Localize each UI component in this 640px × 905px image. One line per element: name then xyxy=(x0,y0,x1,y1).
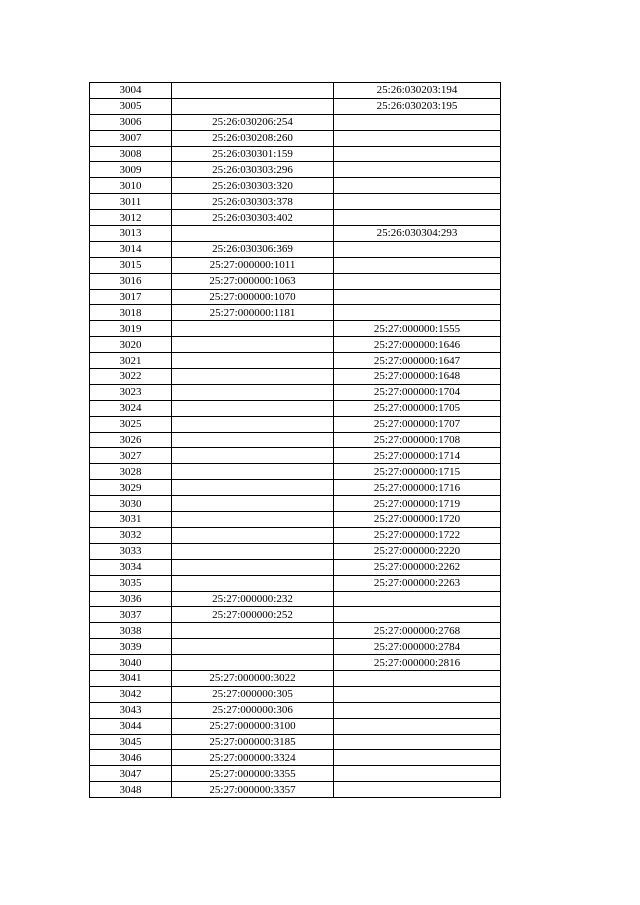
table-row xyxy=(90,448,501,464)
cadastral-number-cell-a: 25:27:000000:252 xyxy=(172,607,334,623)
cadastral-number-cell-b xyxy=(334,289,501,305)
cadastral-number-cell-a xyxy=(172,384,334,400)
row-number-cell: 3043 xyxy=(90,702,172,718)
cadastral-number-cell-a xyxy=(172,321,334,337)
cadastral-number-cell-b xyxy=(334,686,501,702)
cadastral-number-cell-b xyxy=(334,194,501,210)
cadastral-number-cell-a: 25:27:000000:305 xyxy=(172,686,334,702)
table-row xyxy=(90,146,501,162)
table-row xyxy=(90,464,501,480)
row-number-cell: 3023 xyxy=(90,384,172,400)
table-row xyxy=(90,178,501,194)
row-number-cell: 3028 xyxy=(90,464,172,480)
cadastral-number-cell-b: 25:27:000000:1720 xyxy=(334,512,501,528)
row-number-cell: 3004 xyxy=(90,83,172,99)
table-row xyxy=(90,384,501,400)
cadastral-number-table xyxy=(89,82,501,798)
cadastral-number-cell-b xyxy=(334,241,501,257)
row-number-cell: 3031 xyxy=(90,512,172,528)
cadastral-number-cell-a xyxy=(172,480,334,496)
cadastral-number-cell-a: 25:27:000000:3355 xyxy=(172,766,334,782)
table-row xyxy=(90,543,501,559)
table-body xyxy=(90,83,501,798)
table-row xyxy=(90,321,501,337)
cadastral-number-cell-b xyxy=(334,702,501,718)
row-number-cell: 3048 xyxy=(90,782,172,798)
row-number-cell: 3037 xyxy=(90,607,172,623)
cadastral-number-cell-b xyxy=(334,146,501,162)
row-number-cell: 3042 xyxy=(90,686,172,702)
table-row xyxy=(90,766,501,782)
table-row xyxy=(90,226,501,242)
cadastral-number-cell-b xyxy=(334,670,501,686)
table-row xyxy=(90,559,501,575)
cadastral-number-cell-a xyxy=(172,496,334,512)
table-row xyxy=(90,400,501,416)
table-row xyxy=(90,782,501,798)
row-number-cell: 3019 xyxy=(90,321,172,337)
cadastral-number-cell-b: 25:26:030304:293 xyxy=(334,226,501,242)
table-row xyxy=(90,734,501,750)
row-number-cell: 3010 xyxy=(90,178,172,194)
table-row xyxy=(90,496,501,512)
cadastral-number-cell-b: 25:27:000000:1646 xyxy=(334,337,501,353)
table-row xyxy=(90,83,501,99)
cadastral-number-cell-a xyxy=(172,527,334,543)
cadastral-number-cell-b: 25:27:000000:1707 xyxy=(334,416,501,432)
cadastral-number-cell-b xyxy=(334,305,501,321)
row-number-cell: 3007 xyxy=(90,130,172,146)
table-row xyxy=(90,257,501,273)
table-row xyxy=(90,670,501,686)
cadastral-number-cell-a: 25:27:000000:3022 xyxy=(172,670,334,686)
table-row xyxy=(90,353,501,369)
cadastral-number-cell-b: 25:27:000000:2262 xyxy=(334,559,501,575)
table-row xyxy=(90,241,501,257)
cadastral-number-cell-a: 25:27:000000:1181 xyxy=(172,305,334,321)
cadastral-number-cell-a xyxy=(172,639,334,655)
row-number-cell: 3027 xyxy=(90,448,172,464)
cadastral-number-cell-a: 25:27:000000:1070 xyxy=(172,289,334,305)
cadastral-number-cell-b xyxy=(334,130,501,146)
table-row xyxy=(90,718,501,734)
cadastral-number-cell-a xyxy=(172,98,334,114)
cadastral-number-cell-b xyxy=(334,178,501,194)
table-row xyxy=(90,432,501,448)
row-number-cell: 3017 xyxy=(90,289,172,305)
row-number-cell: 3005 xyxy=(90,98,172,114)
cadastral-number-cell-a: 25:26:030208:260 xyxy=(172,130,334,146)
cadastral-number-cell-b xyxy=(334,718,501,734)
cadastral-number-cell-b: 25:27:000000:1555 xyxy=(334,321,501,337)
cadastral-number-cell-a: 25:27:000000:1063 xyxy=(172,273,334,289)
table-row xyxy=(90,369,501,385)
row-number-cell: 3020 xyxy=(90,337,172,353)
cadastral-number-cell-a xyxy=(172,416,334,432)
cadastral-number-cell-b xyxy=(334,257,501,273)
cadastral-number-cell-a xyxy=(172,83,334,99)
row-number-cell: 3021 xyxy=(90,353,172,369)
cadastral-number-cell-b xyxy=(334,607,501,623)
row-number-cell: 3025 xyxy=(90,416,172,432)
cadastral-number-cell-b: 25:27:000000:1715 xyxy=(334,464,501,480)
cadastral-number-cell-a: 25:26:030301:159 xyxy=(172,146,334,162)
row-number-cell: 3011 xyxy=(90,194,172,210)
cadastral-number-cell-b xyxy=(334,766,501,782)
row-number-cell: 3034 xyxy=(90,559,172,575)
cadastral-number-cell-b: 25:27:000000:1705 xyxy=(334,400,501,416)
table-row xyxy=(90,591,501,607)
table-row xyxy=(90,162,501,178)
row-number-cell: 3018 xyxy=(90,305,172,321)
cadastral-number-cell-b: 25:27:000000:2784 xyxy=(334,639,501,655)
cadastral-number-cell-b xyxy=(334,162,501,178)
table-row xyxy=(90,607,501,623)
table-row xyxy=(90,702,501,718)
row-number-cell: 3040 xyxy=(90,655,172,671)
cadastral-number-cell-b xyxy=(334,734,501,750)
cadastral-number-cell-a: 25:26:030303:320 xyxy=(172,178,334,194)
cadastral-number-cell-a: 25:27:000000:3324 xyxy=(172,750,334,766)
cadastral-number-cell-b: 25:27:000000:2220 xyxy=(334,543,501,559)
cadastral-number-cell-a: 25:27:000000:232 xyxy=(172,591,334,607)
row-number-cell: 3047 xyxy=(90,766,172,782)
row-number-cell: 3009 xyxy=(90,162,172,178)
cadastral-number-cell-a xyxy=(172,226,334,242)
cadastral-number-cell-a xyxy=(172,369,334,385)
cadastral-number-cell-b: 25:27:000000:2263 xyxy=(334,575,501,591)
table-row xyxy=(90,639,501,655)
cadastral-number-cell-a: 25:26:030303:402 xyxy=(172,210,334,226)
row-number-cell: 3006 xyxy=(90,114,172,130)
row-number-cell: 3024 xyxy=(90,400,172,416)
cadastral-number-cell-b xyxy=(334,114,501,130)
cadastral-number-cell-a: 25:27:000000:3100 xyxy=(172,718,334,734)
row-number-cell: 3038 xyxy=(90,623,172,639)
row-number-cell: 3008 xyxy=(90,146,172,162)
table-row xyxy=(90,512,501,528)
table-row xyxy=(90,750,501,766)
table-row xyxy=(90,289,501,305)
table-row xyxy=(90,480,501,496)
table-row xyxy=(90,623,501,639)
cadastral-number-cell-b: 25:26:030203:195 xyxy=(334,98,501,114)
cadastral-number-cell-a xyxy=(172,655,334,671)
cadastral-number-cell-b: 25:27:000000:2816 xyxy=(334,655,501,671)
cadastral-number-cell-b: 25:27:000000:1714 xyxy=(334,448,501,464)
cadastral-number-cell-b xyxy=(334,782,501,798)
row-number-cell: 3015 xyxy=(90,257,172,273)
row-number-cell: 3026 xyxy=(90,432,172,448)
cadastral-number-cell-b: 25:26:030203:194 xyxy=(334,83,501,99)
cadastral-number-cell-b: 25:27:000000:1722 xyxy=(334,527,501,543)
row-number-cell: 3035 xyxy=(90,575,172,591)
table-row xyxy=(90,194,501,210)
cadastral-number-cell-b xyxy=(334,273,501,289)
table-row xyxy=(90,337,501,353)
cadastral-number-cell-b: 25:27:000000:1719 xyxy=(334,496,501,512)
cadastral-number-cell-a xyxy=(172,623,334,639)
row-number-cell: 3045 xyxy=(90,734,172,750)
row-number-cell: 3014 xyxy=(90,241,172,257)
cadastral-number-cell-b: 25:27:000000:1648 xyxy=(334,369,501,385)
cadastral-number-cell-a xyxy=(172,512,334,528)
cadastral-number-cell-b: 25:27:000000:1716 xyxy=(334,480,501,496)
table-row xyxy=(90,130,501,146)
table-row xyxy=(90,655,501,671)
cadastral-number-cell-a xyxy=(172,575,334,591)
row-number-cell: 3032 xyxy=(90,527,172,543)
cadastral-number-cell-b: 25:27:000000:2768 xyxy=(334,623,501,639)
cadastral-number-cell-b: 25:27:000000:1647 xyxy=(334,353,501,369)
table-row xyxy=(90,98,501,114)
cadastral-number-cell-b xyxy=(334,591,501,607)
cadastral-number-cell-a xyxy=(172,400,334,416)
row-number-cell: 3039 xyxy=(90,639,172,655)
cadastral-number-cell-a: 25:27:000000:3357 xyxy=(172,782,334,798)
row-number-cell: 3044 xyxy=(90,718,172,734)
row-number-cell: 3030 xyxy=(90,496,172,512)
table-row xyxy=(90,305,501,321)
row-number-cell: 3016 xyxy=(90,273,172,289)
table-row xyxy=(90,210,501,226)
cadastral-number-cell-b: 25:27:000000:1708 xyxy=(334,432,501,448)
cadastral-number-cell-a: 25:27:000000:306 xyxy=(172,702,334,718)
cadastral-number-cell-a: 25:26:030206:254 xyxy=(172,114,334,130)
cadastral-number-cell-a: 25:26:030306:369 xyxy=(172,241,334,257)
row-number-cell: 3013 xyxy=(90,226,172,242)
cadastral-number-cell-a: 25:26:030303:296 xyxy=(172,162,334,178)
table-row xyxy=(90,273,501,289)
row-number-cell: 3046 xyxy=(90,750,172,766)
cadastral-number-cell-b: 25:27:000000:1704 xyxy=(334,384,501,400)
table-row xyxy=(90,416,501,432)
table-row xyxy=(90,114,501,130)
cadastral-number-cell-a: 25:27:000000:1011 xyxy=(172,257,334,273)
cadastral-number-cell-a xyxy=(172,432,334,448)
table-row xyxy=(90,686,501,702)
table-row xyxy=(90,575,501,591)
row-number-cell: 3022 xyxy=(90,369,172,385)
table-row xyxy=(90,527,501,543)
cadastral-number-cell-a xyxy=(172,543,334,559)
cadastral-number-cell-a xyxy=(172,448,334,464)
cadastral-number-cell-a xyxy=(172,337,334,353)
cadastral-number-cell-a: 25:26:030303:378 xyxy=(172,194,334,210)
row-number-cell: 3033 xyxy=(90,543,172,559)
row-number-cell: 3012 xyxy=(90,210,172,226)
row-number-cell: 3041 xyxy=(90,670,172,686)
row-number-cell: 3036 xyxy=(90,591,172,607)
cadastral-number-cell-a xyxy=(172,353,334,369)
row-number-cell: 3029 xyxy=(90,480,172,496)
cadastral-number-cell-a xyxy=(172,559,334,575)
cadastral-number-cell-b xyxy=(334,750,501,766)
cadastral-number-cell-a xyxy=(172,464,334,480)
cadastral-number-cell-a: 25:27:000000:3185 xyxy=(172,734,334,750)
cadastral-number-cell-b xyxy=(334,210,501,226)
